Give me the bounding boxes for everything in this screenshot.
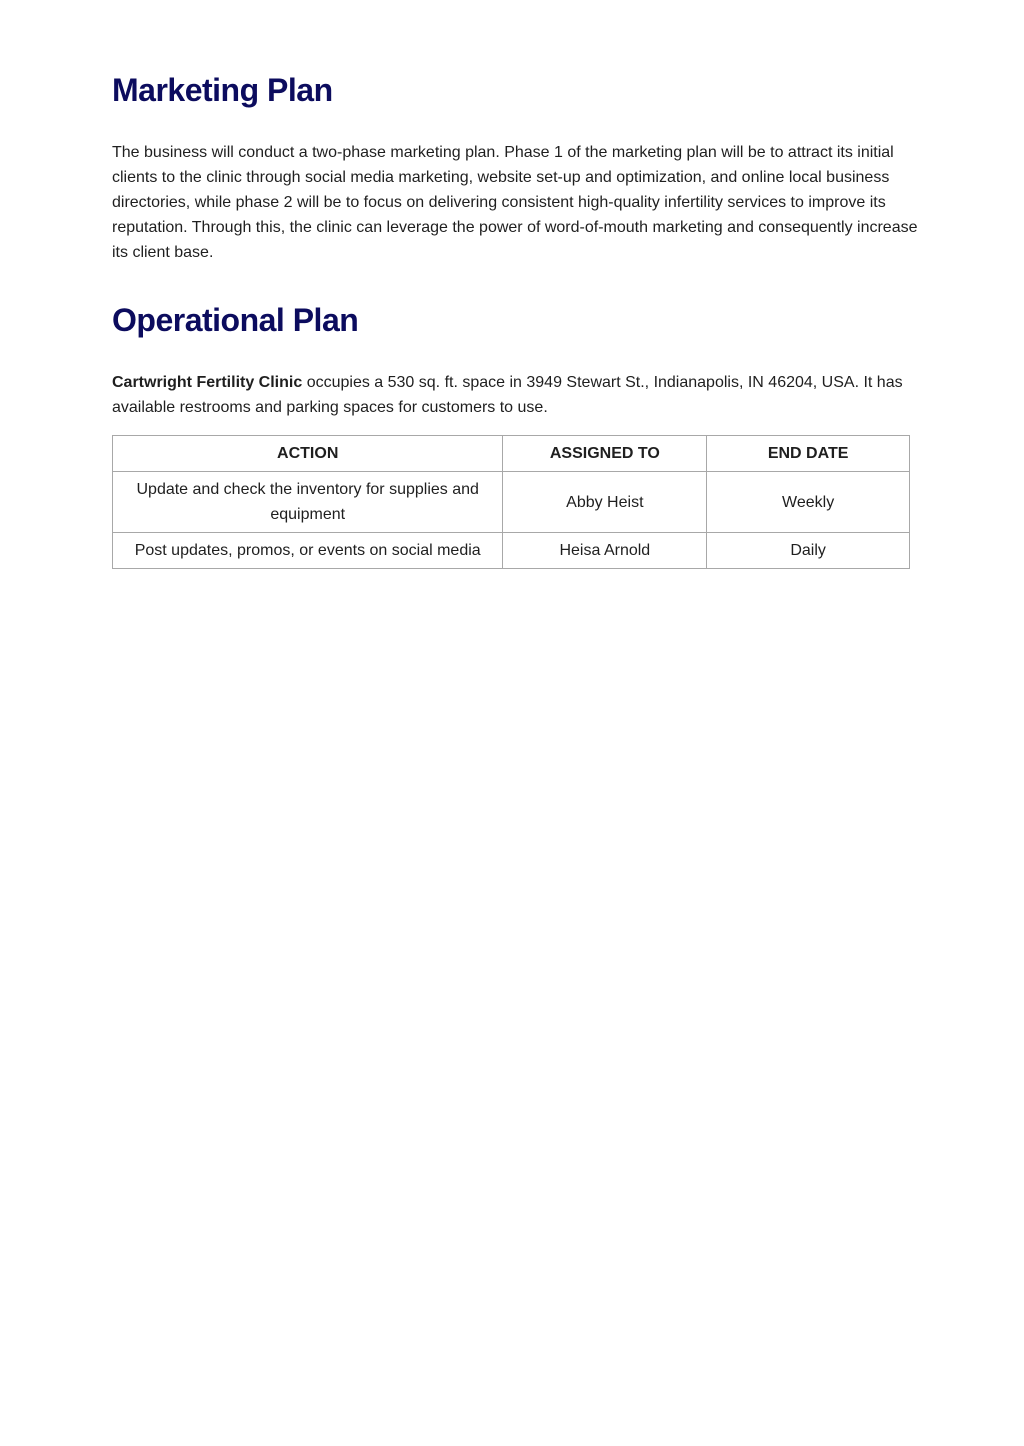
operational-plan-paragraph [112,370,912,420]
column-header-end-date: END DATE [707,436,910,472]
table-header-row [113,436,910,472]
cell-assigned-to: Abby Heist [503,472,707,533]
column-header-action: ACTION [113,436,503,472]
operations-table [112,435,910,569]
marketing-plan-paragraph: The business will conduct a two-phase marketing plan. Phase 1 of the marketing plan will be to attract its initial clients to the clinic through social media marketing, website set-up and optimization, and online local business directories, while phase 2 will be to focus on delivering consistent high-quality infertility services to improve its reputation. Through this, the clinic can leverage the power of word-of-mouth marketing and consequently increase its client base. [112,144,918,261]
cell-action: Update and check the inventory for supplies and equipment [113,472,503,533]
cell-action: Post updates, promos, or events on social media [113,533,503,569]
cell-assigned-to: Heisa Arnold [503,533,707,569]
marketing-plan-heading: Marketing Plan [112,72,333,108]
operational-plan-text: occupies a 530 sq. ft. space in 3949 Stewart St., Indianapolis, IN 46204, USA. It has available restrooms and parking spaces for customers to use. [112,374,903,416]
clinic-name: Cartwright Fertility Clinic [112,374,303,391]
table-row [113,533,910,569]
operational-plan-heading: Operational Plan [112,302,359,338]
cell-end-date: Daily [707,533,910,569]
column-header-assigned-to: ASSIGNED TO [503,436,707,472]
table-row [113,472,910,533]
cell-end-date: Weekly [707,472,910,533]
